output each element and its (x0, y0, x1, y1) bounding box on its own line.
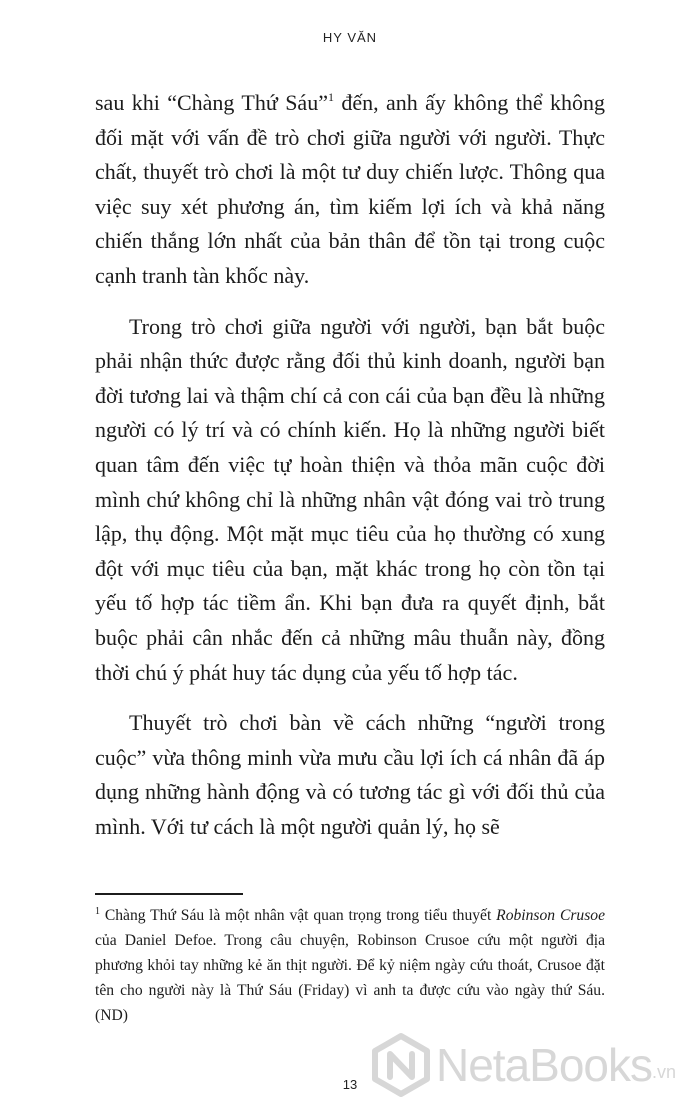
running-head: HY VĂN (322, 30, 378, 45)
page-number: 13 (342, 1077, 358, 1092)
netabooks-logo-icon (368, 1032, 434, 1098)
watermark-tld: .vn (652, 1062, 677, 1082)
paragraph-2: Trong trò chơi giữa người với người, bạn bắt buộc phải nhận thức được rằng đối thủ kinh doanh, người bạn đời tương lai và thậm chí cả con cái của bạn đều là những người có lý trí và có chính kiến. Họ là những người biết quan tâm đến việc tự hoàn thiện và thỏa mãn cuộc đời mình chứ không chỉ là những nhân vật đóng vai trò trung lập, thụ động. Một mặt mục tiêu của họ thường có xung đột với mục tiêu của bạn, mặt khác trong họ còn tồn tại yếu tố hợp tác tiềm ẩn. Khi bạn đưa ra quyết định, bắt buộc phải cân nhắc đến cả những mâu thuẫn này, đồng thời chú ý phát huy tác dụng của yếu tố hợp tác. (95, 313, 605, 685)
footnote-marker: 1 (95, 906, 100, 917)
footnote (95, 903, 605, 1028)
paragraph-1 (95, 86, 605, 294)
footnote-book-title: Robinson Crusoe (496, 907, 605, 924)
netabooks-watermark (368, 1025, 698, 1105)
paragraph-3: Thuyết trò chơi bàn về cách những “người trong cuộc” vừa thông minh vừa mưu cầu lợi ích cá nhân đã áp dụng những hành động và có tương tác gì với đối thủ của mình. Với tư cách là một người quản lý, họ sẽ (95, 710, 605, 839)
watermark-brand: NetaBooks (436, 1039, 653, 1091)
paragraph-1-start: sau khi “Chàng Thứ Sáu” (95, 90, 328, 115)
footnote-reference: 1 (327, 90, 334, 104)
footnote-text-b: của Daniel Defoe. Trong câu chuyện, Robinson Crusoe cứu một người địa phương khỏi tay những kẻ ăn thịt người. Để kỷ niệm ngày cứu thoát, Crusoe đặt tên cho người này là Thứ Sáu (Friday) vì anh ta được cứu vào ngày thứ Sáu. (ND) (95, 932, 605, 1024)
footnote-text-a: Chàng Thứ Sáu là một nhân vật quan trọng trong tiểu thuyết (100, 907, 497, 924)
footnote-divider (95, 893, 243, 895)
body-text (95, 86, 605, 860)
paragraph-1-rest: đến, anh ấy không thể không đối mặt với vấn đề trò chơi giữa người với người. Thực chất, thuyết trò chơi là một tư duy chiến lược. Thông qua việc suy xét phương án, tìm kiếm lợi ích và khả năng chiến thắng lớn nhất của bản thân để tồn tại trong cuộc cạnh tranh tàn khốc này. (95, 90, 605, 288)
